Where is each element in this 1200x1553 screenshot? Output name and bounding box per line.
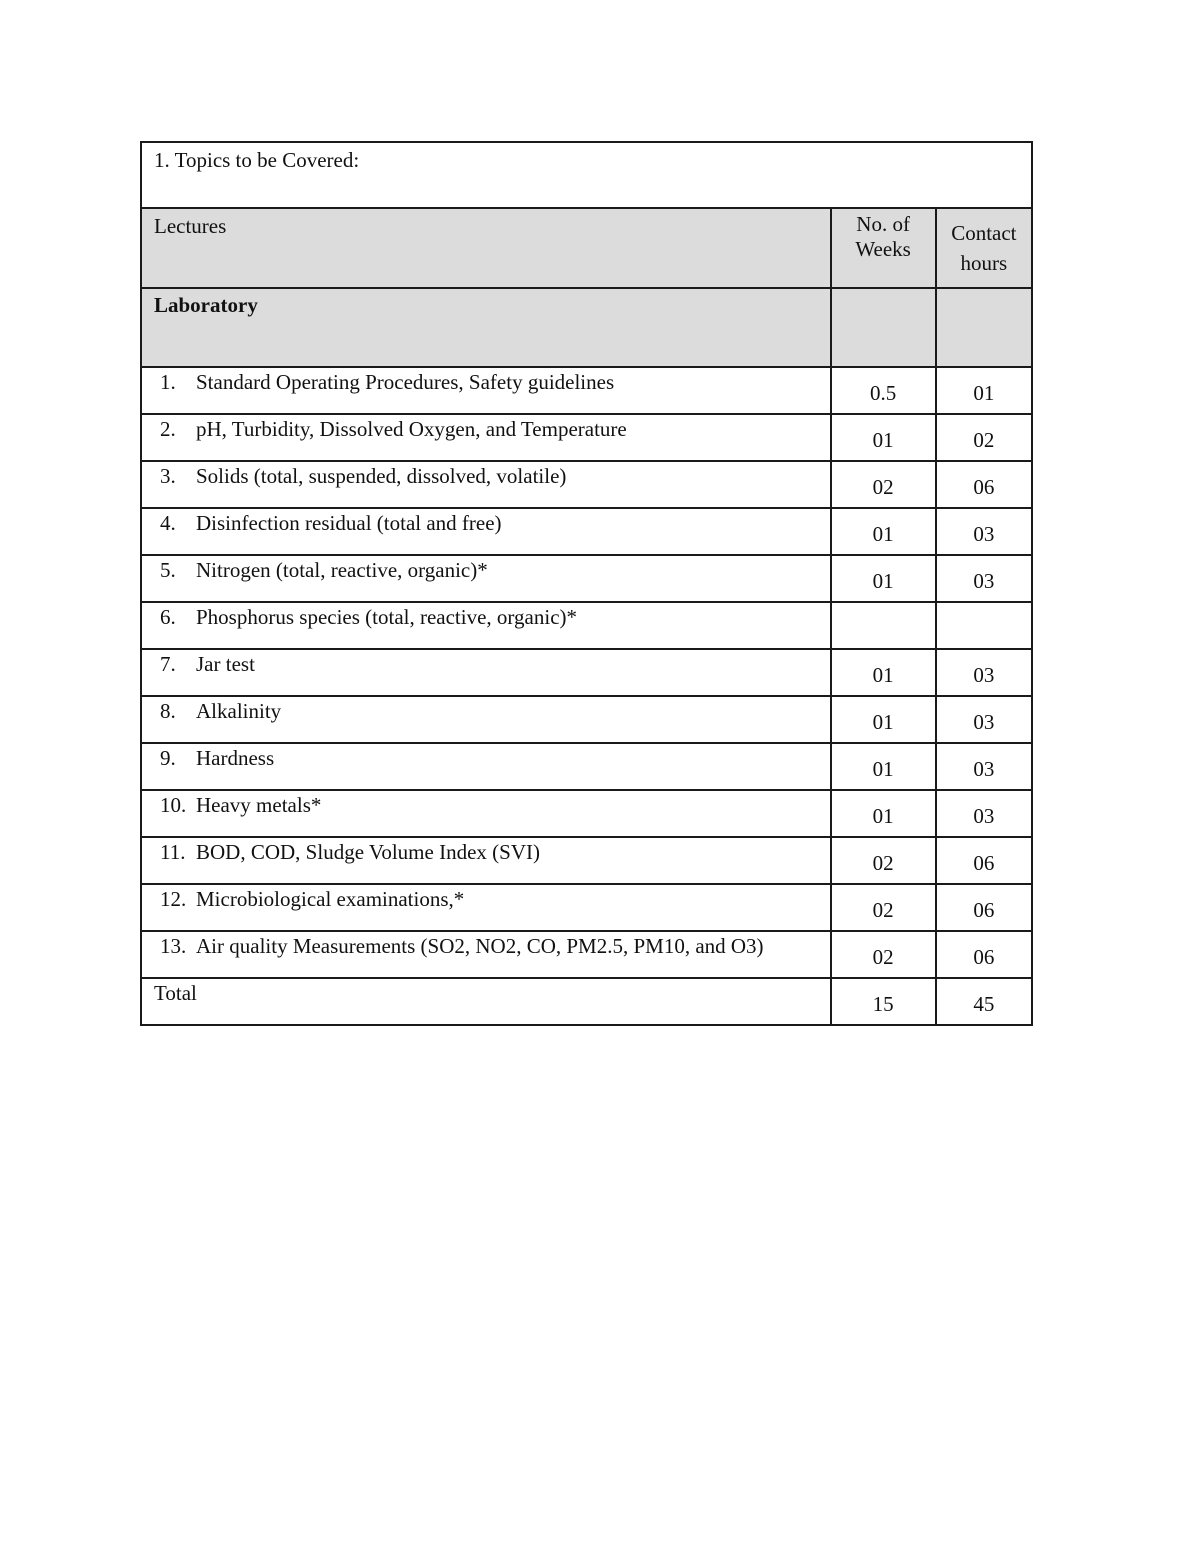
hours-cell: 03	[936, 649, 1032, 696]
topic-item	[142, 650, 830, 677]
topic-number: 7.	[160, 652, 176, 676]
weeks-cell: 02	[831, 884, 936, 931]
weeks-cell: 0.5	[831, 367, 936, 414]
topic-number: 3.	[160, 464, 176, 488]
hours-cell	[936, 602, 1032, 649]
topics-table	[140, 141, 1033, 1026]
topic-cell	[141, 837, 831, 884]
topic-number: 2.	[160, 417, 176, 441]
topic-item	[142, 932, 830, 959]
topic-number: 11.	[160, 840, 186, 864]
topic-text: BOD, COD, Sludge Volume Index (SVI)	[196, 840, 540, 864]
hours-cell: 01	[936, 367, 1032, 414]
topic-text: Disinfection residual (total and free)	[196, 511, 502, 535]
topic-item	[142, 462, 830, 489]
topic-number: 10.	[160, 793, 187, 817]
topic-item	[142, 885, 830, 912]
topic-text: Solids (total, suspended, dissolved, volatile)	[196, 464, 567, 488]
topic-item	[142, 509, 830, 536]
table-row	[141, 743, 1032, 790]
table-row	[141, 790, 1032, 837]
hours-header-line2: hours	[960, 251, 1008, 275]
weeks-header-line1: No. of	[856, 212, 910, 236]
table-row	[141, 367, 1032, 414]
hours-cell: 06	[936, 461, 1032, 508]
topic-text: Microbiological examinations,*	[196, 887, 465, 911]
hours-cell: 03	[936, 555, 1032, 602]
table-row	[141, 931, 1032, 978]
total-row	[141, 978, 1032, 1025]
topic-text: Standard Operating Procedures, Safety guidelines	[196, 370, 615, 394]
topic-cell	[141, 602, 831, 649]
weeks-cell: 01	[831, 508, 936, 555]
hours-cell: 03	[936, 508, 1032, 555]
hours-cell: 06	[936, 884, 1032, 931]
weeks-cell: 01	[831, 790, 936, 837]
section-hours-cell	[936, 288, 1032, 367]
topic-number: 8.	[160, 699, 176, 723]
topic-cell	[141, 414, 831, 461]
weeks-cell: 02	[831, 461, 936, 508]
hours-cell: 03	[936, 743, 1032, 790]
topic-cell	[141, 461, 831, 508]
topic-item	[142, 791, 830, 818]
weeks-cell: 02	[831, 837, 936, 884]
table-row	[141, 461, 1032, 508]
weeks-cell: 01	[831, 649, 936, 696]
topic-cell	[141, 649, 831, 696]
topic-text: Air quality Measurements (SO2, NO2, CO, PM2.5, PM10, and O3)	[196, 934, 764, 958]
title-row	[141, 142, 1032, 208]
total-label: Total	[141, 978, 831, 1025]
topic-text: pH, Turbidity, Dissolved Oxygen, and Temperature	[196, 417, 627, 441]
lectures-header: Lectures	[141, 208, 831, 288]
topic-item	[142, 603, 830, 630]
table-row	[141, 884, 1032, 931]
topic-rows	[141, 367, 1032, 978]
weeks-cell: 01	[831, 555, 936, 602]
total-weeks: 15	[831, 978, 936, 1025]
topic-text: Nitrogen (total, reactive, organic)*	[196, 558, 488, 582]
topic-text: Jar test	[196, 652, 255, 676]
topic-item	[142, 838, 830, 865]
table-title: 1. Topics to be Covered:	[141, 142, 1032, 208]
topic-text: Alkalinity	[196, 699, 282, 723]
hours-cell: 06	[936, 931, 1032, 978]
topic-item	[142, 368, 830, 395]
weeks-cell: 01	[831, 414, 936, 461]
section-label: Laboratory	[141, 288, 831, 367]
topic-item	[142, 556, 830, 583]
table-row	[141, 837, 1032, 884]
table-row	[141, 508, 1032, 555]
topic-cell	[141, 696, 831, 743]
total-hours: 45	[936, 978, 1032, 1025]
topic-number: 6.	[160, 605, 176, 629]
topic-text: Hardness	[196, 746, 275, 770]
topic-number: 12.	[160, 887, 187, 911]
weeks-cell: 01	[831, 743, 936, 790]
hours-header-line1: Contact	[951, 220, 1017, 245]
topic-cell	[141, 931, 831, 978]
weeks-cell	[831, 602, 936, 649]
hours-cell: 03	[936, 696, 1032, 743]
hours-cell: 02	[936, 414, 1032, 461]
topic-text: Heavy metals*	[196, 793, 322, 817]
topic-item	[142, 415, 830, 442]
weeks-header	[831, 208, 936, 288]
topic-number: 1.	[160, 370, 176, 394]
table-row	[141, 649, 1032, 696]
hours-header	[936, 208, 1032, 288]
topic-cell	[141, 790, 831, 837]
topic-cell	[141, 884, 831, 931]
hours-cell: 06	[936, 837, 1032, 884]
section-row	[141, 288, 1032, 367]
topic-item	[142, 697, 830, 724]
topic-item	[142, 744, 830, 771]
weeks-cell: 01	[831, 696, 936, 743]
header-row	[141, 208, 1032, 288]
topic-cell	[141, 743, 831, 790]
topic-number: 4.	[160, 511, 176, 535]
table-row	[141, 555, 1032, 602]
topic-number: 5.	[160, 558, 176, 582]
table-row	[141, 414, 1032, 461]
weeks-cell: 02	[831, 931, 936, 978]
topic-number: 13.	[160, 934, 187, 958]
table-row	[141, 696, 1032, 743]
table-row	[141, 602, 1032, 649]
topic-number: 9.	[160, 746, 176, 770]
hours-cell: 03	[936, 790, 1032, 837]
section-weeks-cell	[831, 288, 936, 367]
topic-cell	[141, 508, 831, 555]
topic-cell	[141, 555, 831, 602]
topic-cell	[141, 367, 831, 414]
topic-text: Phosphorus species (total, reactive, organic)*	[196, 605, 578, 629]
weeks-header-line2: Weeks	[855, 237, 911, 262]
